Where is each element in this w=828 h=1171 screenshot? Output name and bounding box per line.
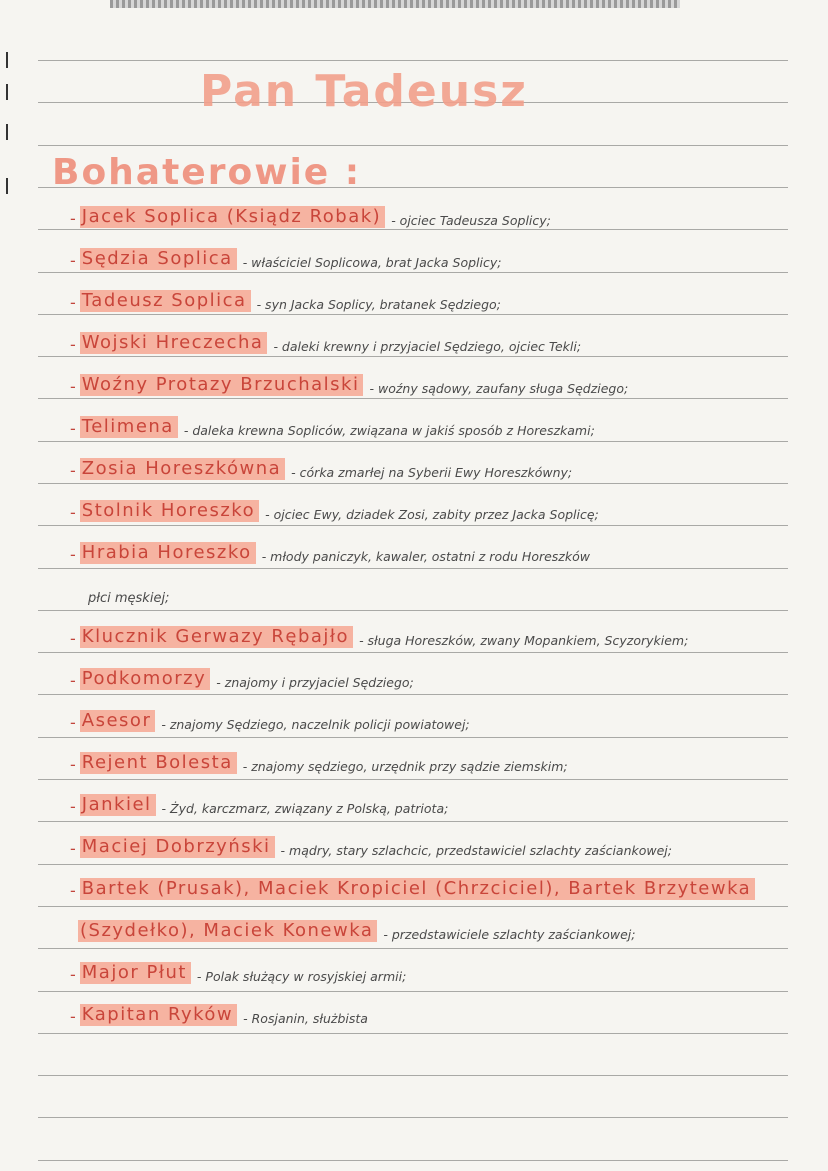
character-entry	[70, 786, 798, 816]
character-name: Klucznik Gerwazy Rębajło	[80, 626, 353, 648]
character-entry	[70, 282, 798, 312]
character-description: płci męskiej;	[88, 591, 170, 606]
bullet-dash: -	[70, 881, 76, 900]
ruled-line	[38, 398, 788, 399]
character-entry	[70, 828, 798, 858]
bullet-dash: -	[70, 461, 76, 480]
bullet-dash: -	[70, 251, 76, 270]
character-name: Bartek (Prusak), Maciek Kropiciel (Chrzciciel), Bartek Brzytewka	[80, 878, 755, 900]
character-description: - ojciec Tadeusza Soplicy;	[391, 213, 551, 228]
character-description: - syn Jacka Soplicy, bratanek Sędziego;	[256, 297, 501, 312]
ruled-line	[38, 991, 788, 992]
character-entry	[70, 702, 798, 732]
character-description: - sługa Horeszków, zwany Mopankiem, Scyzorykiem;	[359, 633, 689, 648]
notebook-binding-edge	[110, 0, 680, 8]
bullet-dash: -	[70, 209, 76, 228]
character-entry	[70, 660, 798, 690]
character-name: Wojski Hreczecha	[80, 332, 268, 354]
margin-mark	[6, 84, 8, 100]
bullet-dash: -	[70, 335, 76, 354]
character-name: Major Płut	[80, 962, 191, 984]
ruled-line	[38, 568, 788, 569]
ruled-line	[38, 694, 788, 695]
ruled-line	[38, 948, 788, 949]
character-description: - znajomy sędziego, urzędnik przy sądzie ziemskim;	[242, 759, 568, 774]
character-entry	[70, 408, 798, 438]
bullet-dash: -	[70, 545, 76, 564]
ruled-line	[38, 779, 788, 780]
character-name: Jankiel	[80, 794, 156, 816]
ruled-line	[38, 525, 788, 526]
character-entry	[70, 198, 798, 228]
ruled-line	[38, 356, 788, 357]
ruled-line	[38, 906, 788, 907]
bullet-dash: -	[70, 755, 76, 774]
ruled-line	[38, 1160, 788, 1161]
character-description: - Polak służący w rosyjskiej armii;	[196, 969, 407, 984]
bullet-dash: -	[70, 419, 76, 438]
margin-mark	[6, 52, 8, 68]
bullet-dash: -	[70, 797, 76, 816]
ruled-line	[38, 821, 788, 822]
character-description: - Rosjanin, służbista	[243, 1011, 368, 1026]
character-description: - daleka krewna Sopliców, związana w jakiś sposób z Horeszkami;	[183, 423, 595, 438]
bullet-dash: -	[70, 629, 76, 648]
ruled-line	[38, 610, 788, 611]
ruled-line	[38, 272, 788, 273]
bullet-dash: -	[70, 503, 76, 522]
character-description: - woźny sądowy, zaufany sługa Sędziego;	[369, 381, 629, 396]
ruled-line	[38, 652, 788, 653]
ruled-line	[38, 60, 788, 61]
character-description: - córka zmarłej na Syberii Ewy Horeszkówny;	[291, 465, 573, 480]
bullet-dash: -	[70, 293, 76, 312]
character-description: - przedstawiciele szlachty zaściankowej;	[383, 927, 636, 942]
ruled-line	[38, 1117, 788, 1118]
character-description: - znajomy i przyjaciel Sędziego;	[216, 675, 414, 690]
character-description: - znajomy Sędziego, naczelnik policji powiatowej;	[161, 717, 470, 732]
margin-mark	[6, 124, 8, 140]
character-name: Rejent Bolesta	[80, 752, 237, 774]
bullet-dash: -	[70, 377, 76, 396]
ruled-line	[38, 145, 788, 146]
character-entry	[70, 324, 798, 354]
character-description: - daleki krewny i przyjaciel Sędziego, ojciec Tekli;	[273, 339, 582, 354]
character-entry	[70, 366, 798, 396]
ruled-line	[38, 229, 788, 230]
bullet-dash: -	[70, 671, 76, 690]
character-name: Woźny Protazy Brzuchalski	[80, 374, 364, 396]
character-entry	[78, 912, 798, 942]
character-description: - młody paniczyk, kawaler, ostatni z rodu Horeszków	[261, 549, 590, 564]
character-entry	[70, 492, 798, 522]
character-description: - mądry, stary szlachcic, przedstawiciel szlachty zaściankowej;	[280, 843, 672, 858]
bullet-dash: -	[70, 965, 76, 984]
character-name: Sędzia Soplica	[80, 248, 237, 270]
character-entry-continuation	[88, 576, 798, 606]
ruled-line	[38, 864, 788, 865]
character-entry	[70, 450, 798, 480]
character-name: Telimena	[80, 416, 178, 438]
section-heading: Bohaterowie :	[52, 152, 362, 193]
character-name: Maciej Dobrzyński	[80, 836, 275, 858]
ruled-line	[38, 1075, 788, 1076]
bullet-dash: -	[70, 839, 76, 858]
character-name: Jacek Soplica (Ksiądz Robak)	[80, 206, 385, 228]
character-name: Asesor	[80, 710, 156, 732]
character-description: - właściciel Soplicowa, brat Jacka Soplicy;	[242, 255, 502, 270]
margin-mark	[6, 178, 8, 194]
character-entry	[70, 240, 798, 270]
character-entry	[70, 744, 798, 774]
ruled-line	[38, 483, 788, 484]
character-name: Podkomorzy	[80, 668, 211, 690]
ruled-line	[38, 1033, 788, 1034]
character-name: Tadeusz Soplica	[80, 290, 251, 312]
character-description: - ojciec Ewy, dziadek Zosi, zabity przez Jacka Soplicę;	[265, 507, 599, 522]
ruled-line	[38, 441, 788, 442]
character-entry	[70, 996, 798, 1026]
bullet-dash: -	[70, 1007, 76, 1026]
ruled-line	[38, 314, 788, 315]
character-entry	[70, 534, 798, 564]
character-description: - Żyd, karczmarz, związany z Polską, patriota;	[161, 801, 449, 816]
character-entry	[70, 870, 798, 900]
character-entry	[70, 618, 798, 648]
character-entry	[70, 954, 798, 984]
ruled-line	[38, 737, 788, 738]
bullet-dash: -	[70, 713, 76, 732]
character-name: Hrabia Horeszko	[80, 542, 256, 564]
character-name: Zosia Horeszkówna	[80, 458, 285, 480]
character-name: Stolnik Horeszko	[80, 500, 259, 522]
page-title: Pan Tadeusz	[200, 66, 528, 117]
character-name: (Szydełko), Maciek Konewka	[78, 920, 377, 942]
character-name: Kapitan Ryków	[80, 1004, 237, 1026]
